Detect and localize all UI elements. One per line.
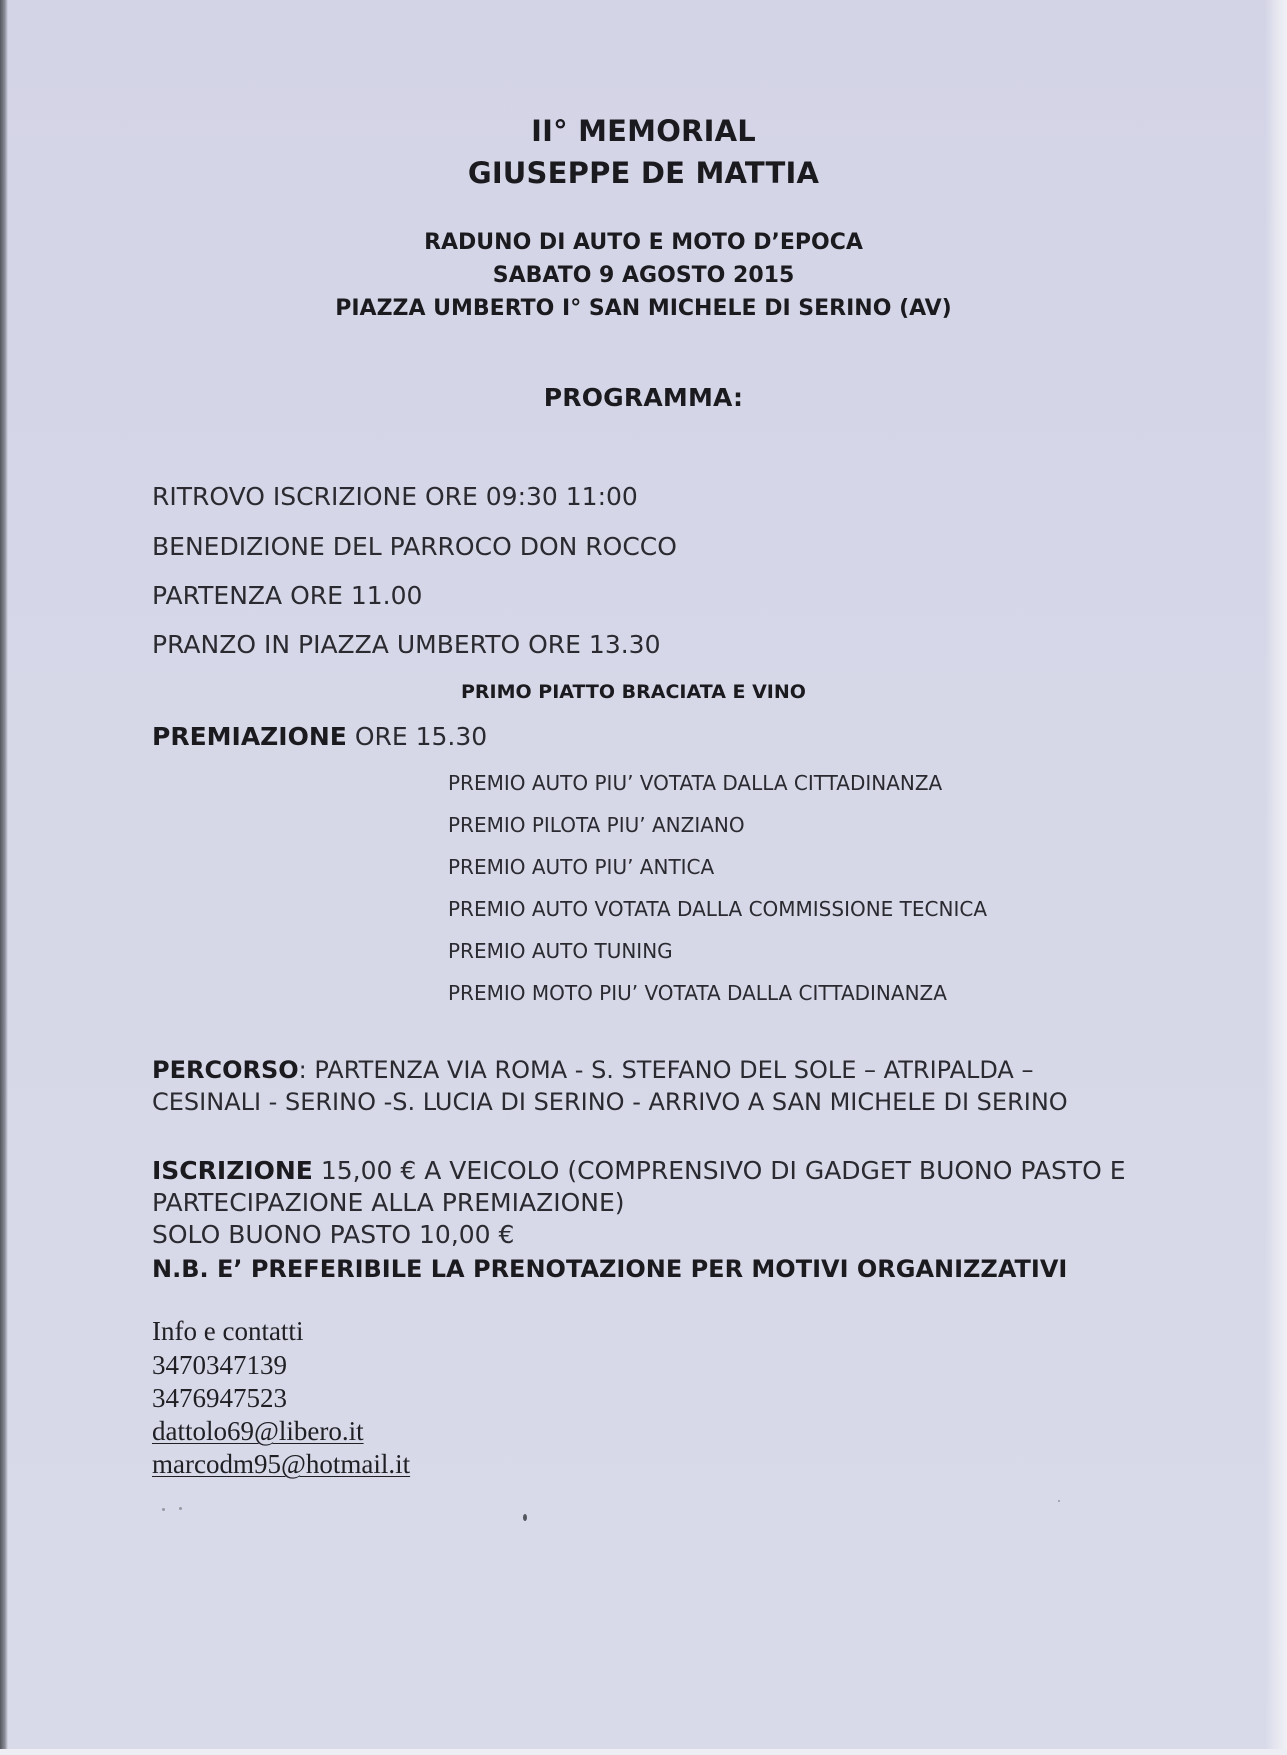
awards-line [152,722,487,751]
scan-speck [523,1514,527,1521]
contact-email-link[interactable]: dattolo69@libero.it [152,1416,364,1446]
route-text-1: : PARTENZA VIA ROMA - S. STEFANO DEL SOLE – ATRIPALDA – [298,1056,1034,1084]
prize-item: PREMIO AUTO VOTATA DALLA COMMISSIONE TECNICA [448,897,987,921]
prize-item: PREMIO AUTO PIU’ VOTATA DALLA CITTADINANZA [448,771,943,795]
scan-speck [1058,1500,1060,1502]
scan-speck [179,1507,182,1510]
prize-item: PREMIO PILOTA PIU’ ANZIANO [448,813,745,837]
program-item-meeting: RITROVO ISCRIZIONE ORE 09:30 11:00 [152,482,638,511]
lunch-menu-note: PRIMO PIATTO BRACIATA E VINO [461,681,806,703]
route-label: PERCORSO [152,1056,299,1084]
program-item-blessing: BENEDIZIONE DEL PARROCO DON ROCCO [152,532,677,561]
event-type: RADUNO DI AUTO E MOTO D’EPOCA [424,230,863,255]
awards-label: PREMIAZIONE [152,722,347,751]
event-date: SABATO 9 AGOSTO 2015 [492,263,795,288]
prize-item: PREMIO MOTO PIU’ VOTATA DALLA CITTADINANZA [448,981,947,1005]
title-line-1: II° MEMORIAL [531,114,756,148]
route-line-2: CESINALI - SERINO -S. LUCIA DI SERINO - ARRIVO A SAN MICHELE DI SERINO [152,1088,1068,1116]
program-heading: PROGRAMMA: [543,383,744,412]
registration-line-2: PARTECIPAZIONE ALLA PREMIAZIONE) [152,1188,625,1217]
scan-speck [162,1508,165,1511]
scan-bottom-edge [0,1749,1287,1755]
prize-item: PREMIO AUTO TUNING [448,939,673,963]
title-line-2: GIUSEPPE DE MATTIA [467,156,820,190]
contact-phone: 3470347139 [152,1350,287,1380]
event-location: PIAZZA UMBERTO I° SAN MICHELE DI SERINO (AV) [335,296,952,321]
route-line-1 [152,1056,1033,1084]
program-item-departure: PARTENZA ORE 11.00 [152,581,423,610]
contacts-heading: Info e contatti [152,1316,304,1346]
registration-label: ISCRIZIONE [152,1156,313,1185]
contact-email-link[interactable]: marcodm95@hotmail.it [152,1449,411,1479]
awards-time: ORE 15.30 [346,722,488,751]
meal-only-price: SOLO BUONO PASTO 10,00 € [152,1220,515,1249]
registration-line-1 [152,1156,1126,1185]
prize-item: PREMIO AUTO PIU’ ANTICA [448,855,715,879]
contact-phone: 3476947523 [152,1383,287,1413]
program-item-lunch: PRANZO IN PIAZZA UMBERTO ORE 13.30 [152,630,661,659]
booking-note: N.B. E’ PREFERIBILE LA PRENOTAZIONE PER MOTIVI ORGANIZZATIVI [152,1255,1068,1283]
registration-text-1: 15,00 € A VEICOLO (COMPRENSIVO DI GADGET BUONO PASTO E [312,1156,1126,1185]
